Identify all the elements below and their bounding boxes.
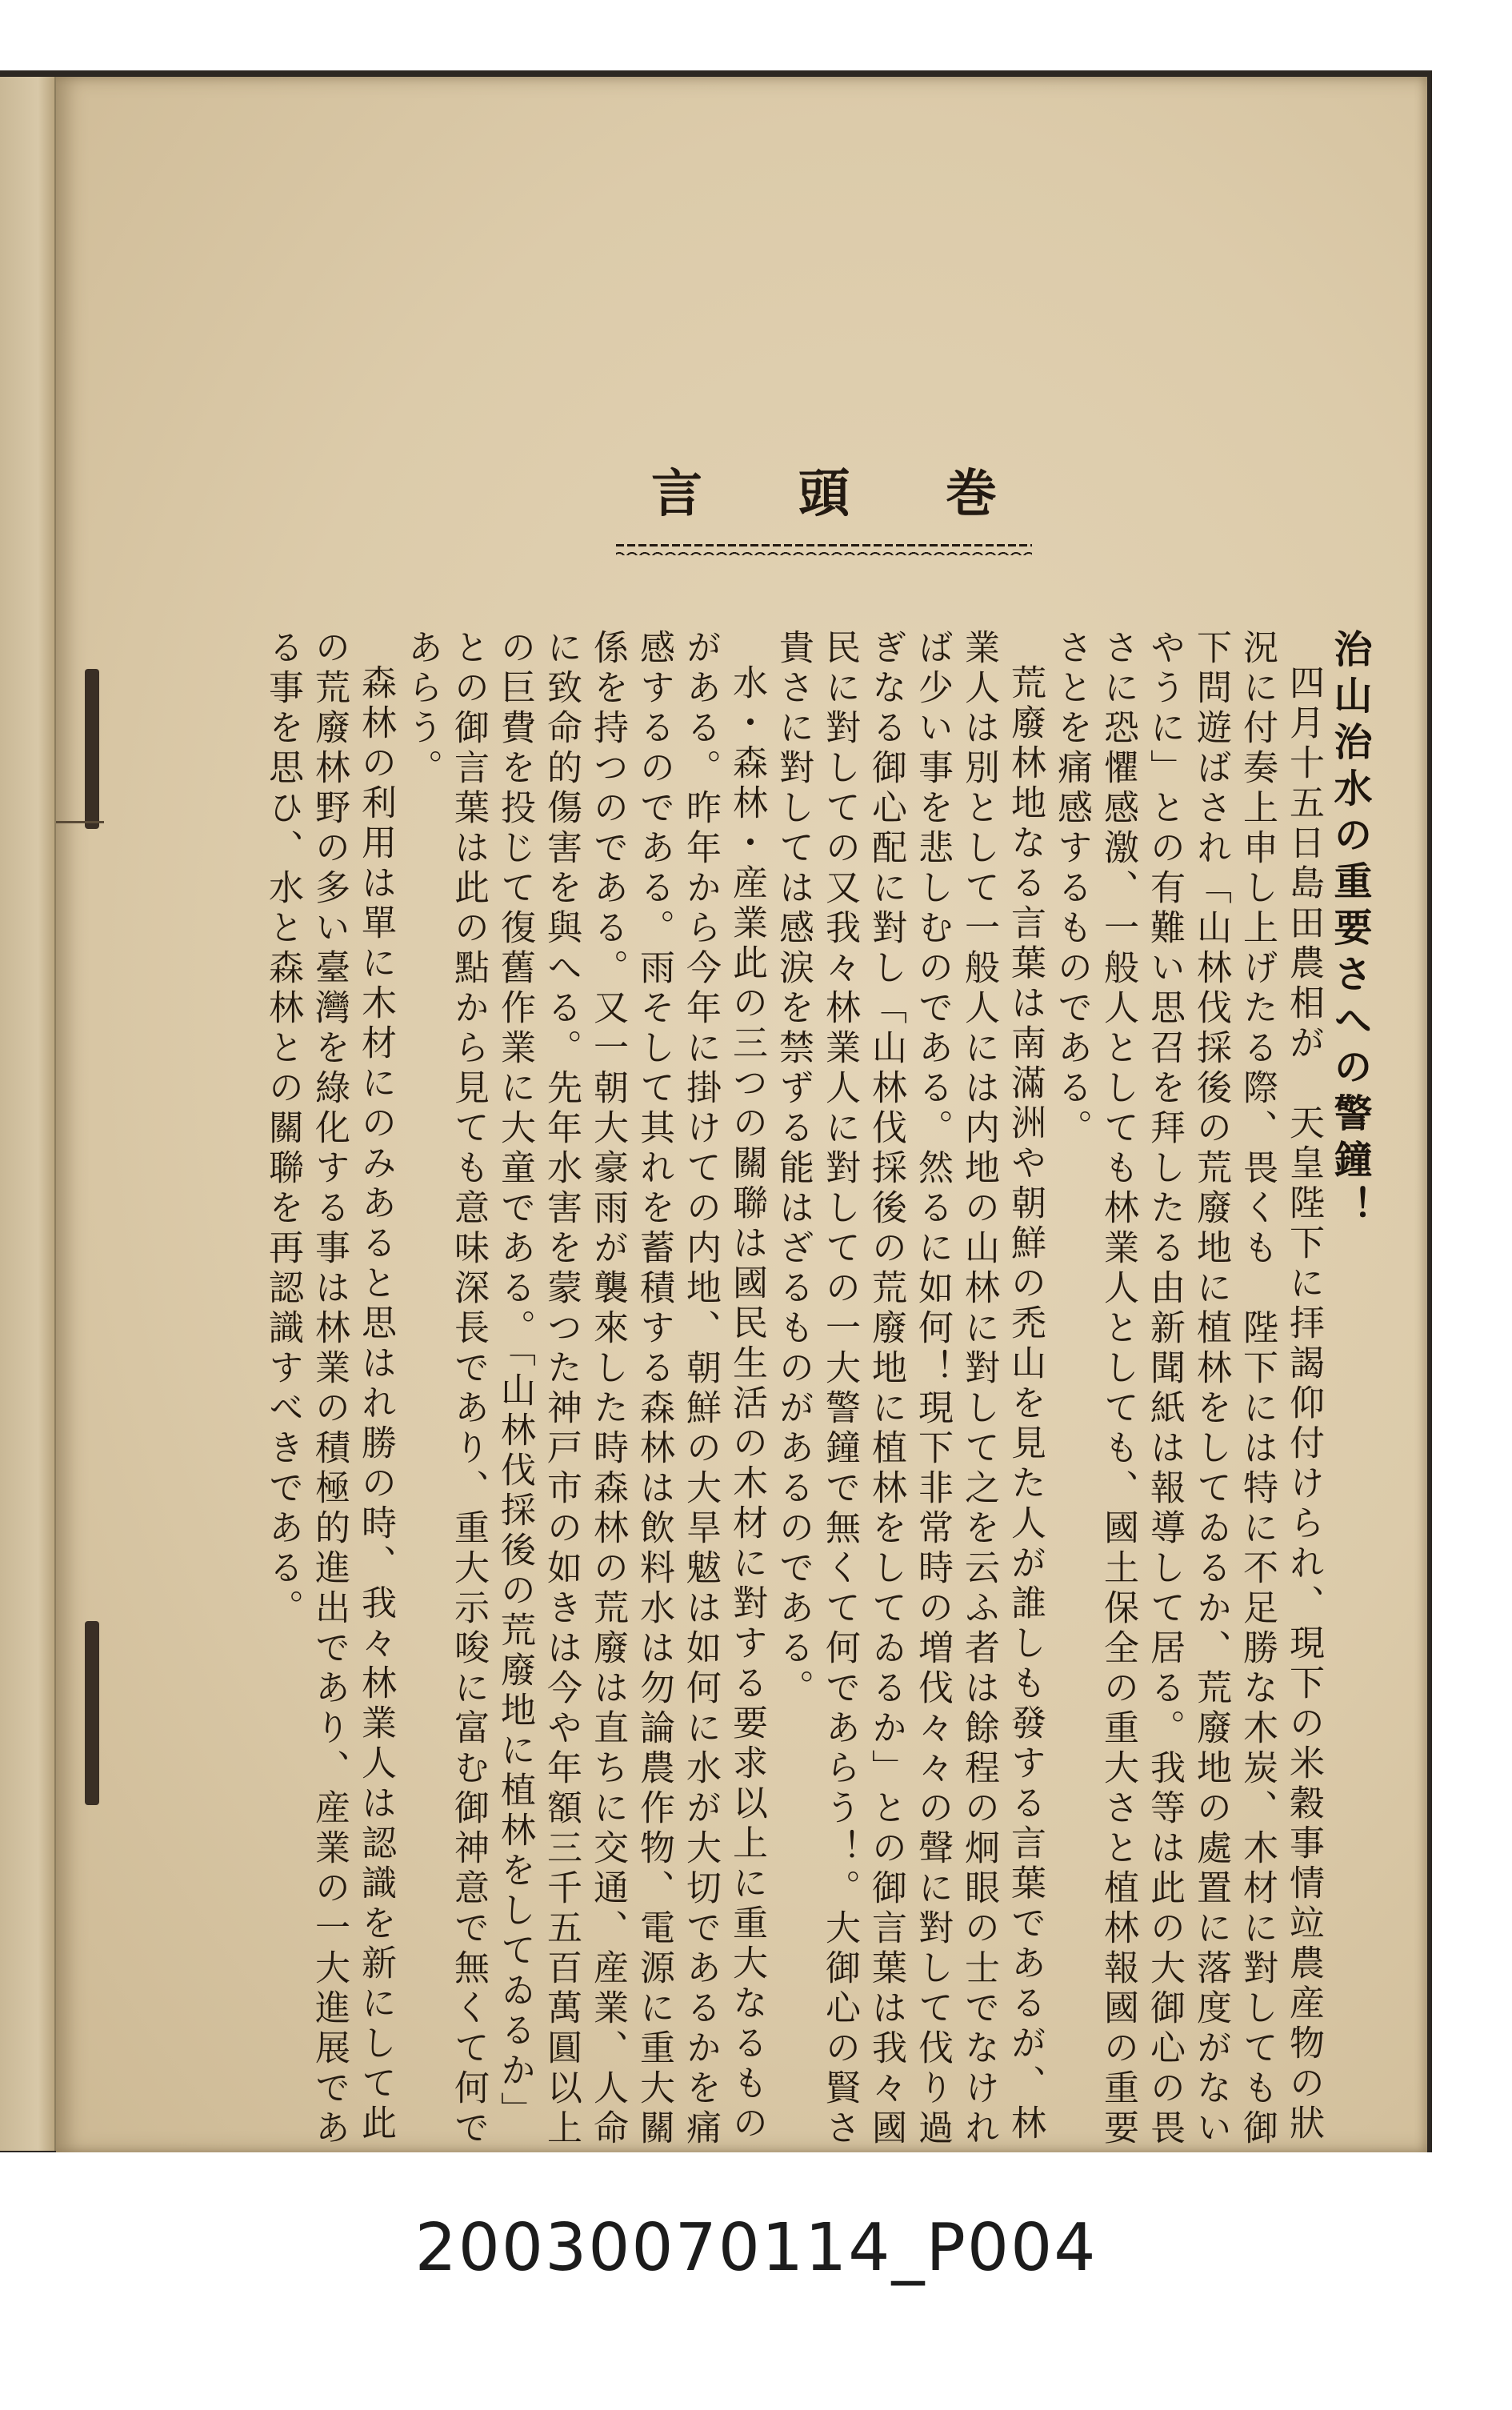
binding-stitch [56,821,104,823]
page-heading: 巻頭言 [651,465,1093,524]
heading-wavy-underline [616,544,1032,555]
paragraph-2: 荒廢林地なる言葉は南滿洲や朝鮮の禿山を見た人が誰しも發する言葉であるが、林業人は別として一般人には内地の山林に對して之を云ふ者は餘程の炯眼の士でなければ少い事を悲しむのである。然るに如何！現下非常時の増伐々々の聲に對して伐り過ぎなる御心配に對し「山林伐採後の荒廢地に植林をしてゐるか」との御言葉は我々國民に對しての又我々林業人に對しての一大警鐘で無くて何であらう！。大御心の賢さ貴さに對しては感涙を禁ずる能はざるものがあるのである。 [773,629,1046,2149]
binding-thread-upper [85,669,99,829]
article-subtitle: 治山治水の重要さへの警鐘！ [1327,629,1372,1232]
heading-block [608,453,1093,555]
paragraph-4: 森林の利用は單に木材にのみあると思はれ勝の時、我々林業人は認識を新にして此の荒廢林野の多い臺灣を綠化する事は林業の積極的進出であり、産業の一大進展である事を思ひ、水と森林との關聯を再認識すべきである。 [262,629,396,2149]
vertical-body-text [262,629,1373,2149]
paragraph-3: 水・森林・産業此の三つの關聯は國民生活の木材に對する要求以上に重大なるものがある。昨年から今年に掛けての内地、朝鮮の大旱魃は如何に水が大切であるかを痛感するのである。雨そして其れを蓄積する森林は飲料水は勿論農作物、電源に重大關係を持つのである。又一朝大豪雨が襲來した時森林の荒廢は直ちに交通、産業、人命に致命的傷害を與へる。先年水害を蒙つた神戸市の如きは今や年額三千五百萬圓以上の巨費を投じて復舊作業に大童である。「山林伐採後の荒廢地に植林をしてゐるか」との御言葉は此の點から見ても意味深長であり、重大示唆に富む御神意で無くて何であらう。 [402,629,767,2149]
paragraph-1: 四月十五日島田農相が 天皇陛下に拝謁仰付けられ、現下の米穀事情竝農産物の狀況に付奏上申し上げたる際、畏くも 陛下には特に不足勝な木炭、木材に對しても御下問遊ばされ「山林伐採後の荒廢地に植林をしてゐるか、荒廢地の處置に落度がないやうに」との有難い思召を拜したる由新聞紙は報導して居る。我等は此の大御心の畏さに恐懼感激、一般人としても林業人としても、國土保全の重大さと植林報國の重要さとを痛感するものである。 [1051,629,1324,2149]
document-page [56,77,1427,2152]
binding-thread-lower [85,1621,99,1805]
facing-page-edge [0,77,57,2151]
image-caption-id: 20030070114_P004 [414,2210,1098,2286]
